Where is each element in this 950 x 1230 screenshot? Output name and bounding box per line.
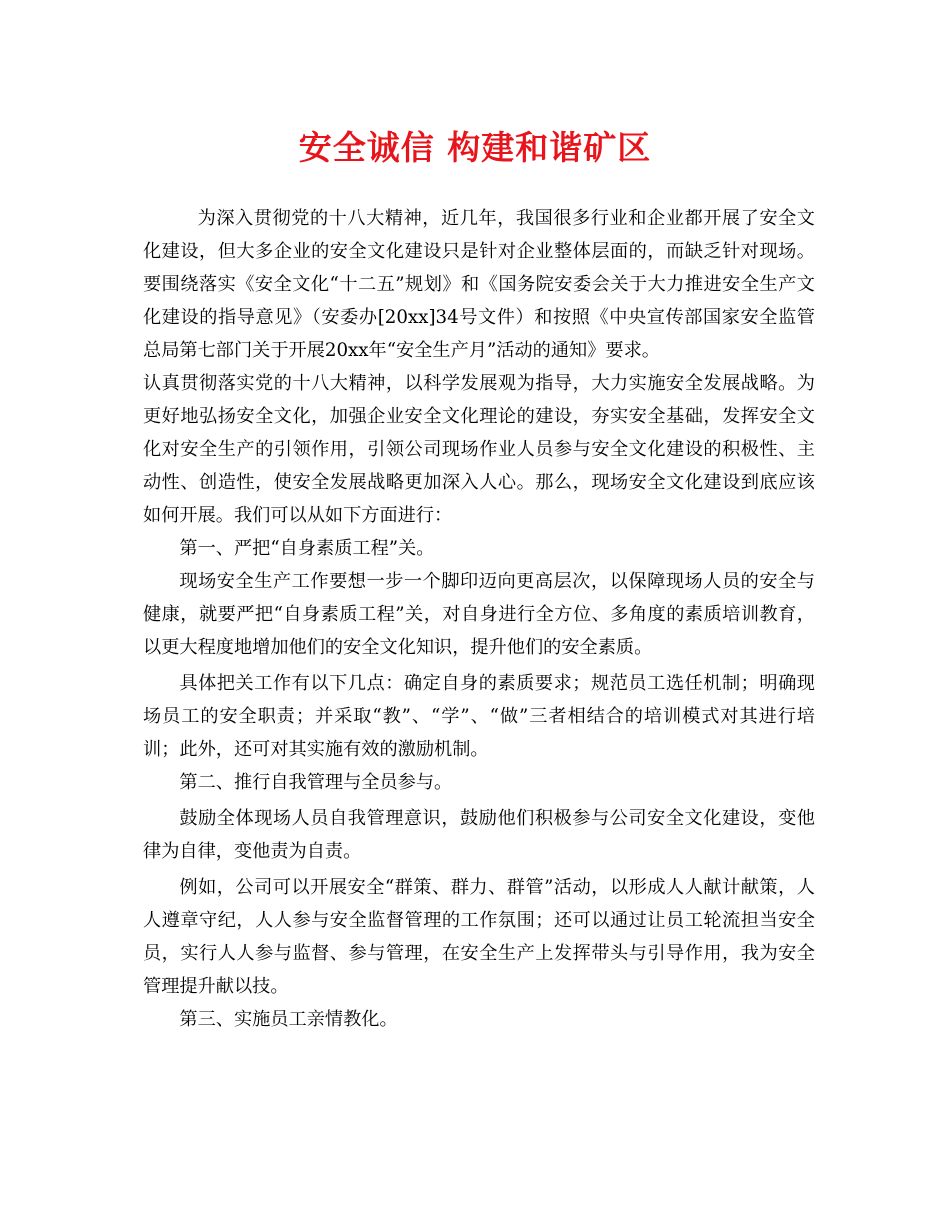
paragraph-section-1-details: 具体把关工作有以下几点：确定自身的素质要求；规范员工选任机制；明确现场员工的安全职责；并采取“教”、“学”、“做”三者相结合的培训模式对其进行培训；此外，还可对其实施有效的激励机制。 [143, 673, 815, 760]
section-heading-2: 第二、推行自我管理与全员参与。 [179, 772, 453, 793]
paragraph-intro: 为深入贯彻党的十八大精神，近几年，我国很多行业和企业都开展了安全文化建设，但大多企业的安全文化建设只是针对企业整体层面的，而缺乏针对现场。要围绕落实《安全文化“十二五”规划》和《国务院安委会关于大力推进安全生产文化建设的指导意见》（安委办[20xx]34号文件）和按照《中央宣传部国家安全监管总局第七部门关于开展20xx年“安全生产月”活动的通知》要求。 [143, 208, 815, 361]
paragraph-section-2: 鼓励全体现场人员自我管理意识，鼓励他们积极参与公司安全文化建设，变他律为自律，变他责为自责。 [143, 808, 815, 862]
document-body [143, 202, 815, 1036]
section-heading-1: 第一、严把“自身素质工程”关。 [179, 538, 435, 559]
document-title: 安全诚信 构建和谐矿区 [298, 128, 652, 167]
paragraph-section-2-example: 例如，公司可以开展安全“群策、群力、群管”活动，以形成人人献计献策，人人遵章守纪，人人参与安全监督管理的工作氛围；还可以通过让员工轮流担当安全员，实行人人参与监督、参与管理，在安全生产上发挥带头与引导作用，我为安全管理提升献以技。 [143, 877, 815, 997]
section-heading-3: 第三、实施员工亲情教化。 [179, 1009, 398, 1030]
paragraph-implementation: 认真贯彻落实党的十八大精神，以科学发展观为指导，大力实施安全发展战略。为更好地弘扬安全文化，加强企业安全文化理论的建设，夯实安全基础，发挥安全文化对安全生产的引领作用，引领公司现场作业人员参与安全文化建设的积极性、主动性、创造性，使安全发展战略更加深入人心。那么，现场安全文化建设到底应该如何开展。我们可以从如下方面进行： [143, 373, 815, 526]
paragraph-section-1: 现场安全生产工作要想一步一个脚印迈向更高层次，以保障现场人员的安全与健康，就要严把“自身素质工程”关，对自身进行全方位、多角度的素质培训教育，以更大程度地增加他们的安全文化知识，提升他们的安全素质。 [143, 571, 815, 658]
